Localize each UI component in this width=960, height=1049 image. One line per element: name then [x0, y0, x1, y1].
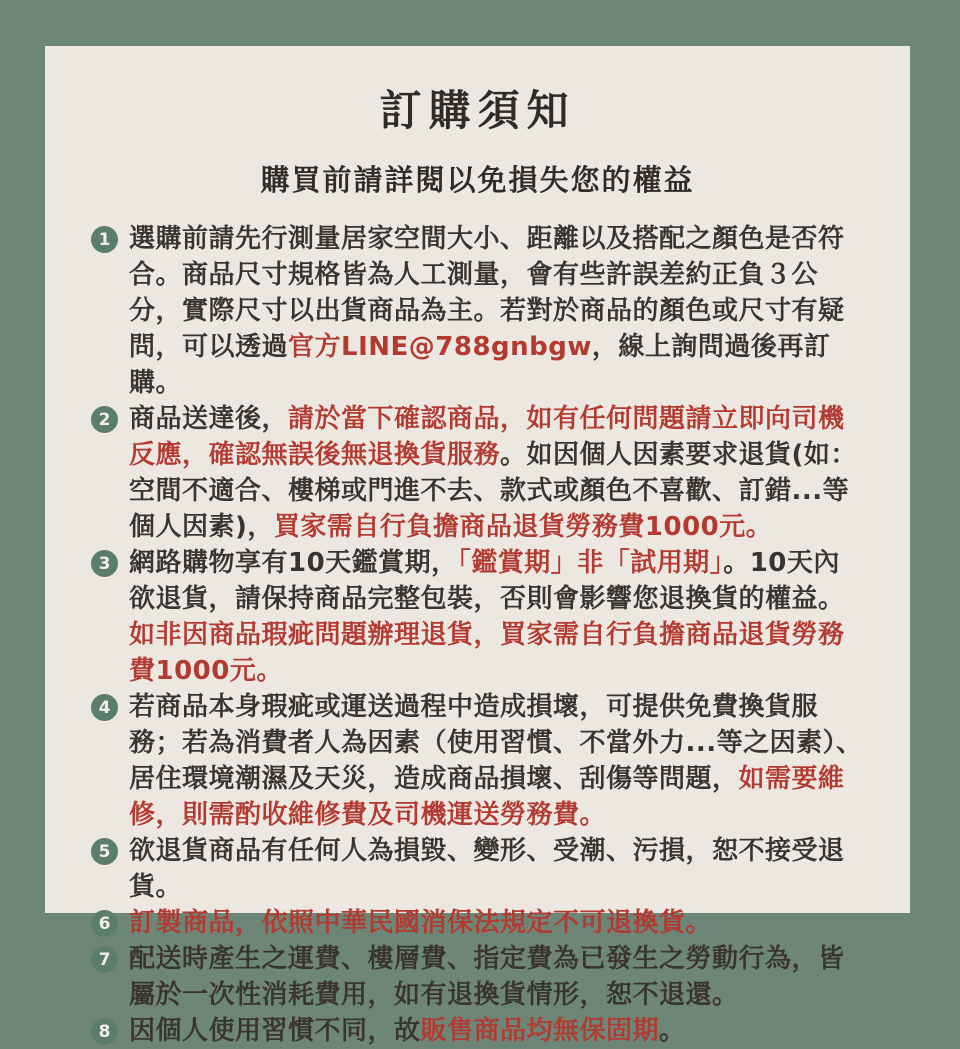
list-item: [91, 401, 866, 545]
item-number-badge: 2: [91, 406, 118, 433]
item-number-badge: 3: [91, 550, 118, 577]
item-text: [129, 941, 866, 1013]
item-text: [129, 545, 866, 689]
item-text: [129, 401, 866, 545]
item-number-badge: 6: [91, 910, 118, 937]
text-segment: 買家需自行負擔商品退貨勞務費1000元。: [273, 512, 773, 542]
item-text: [129, 689, 866, 833]
text-segment: 欲退貨商品有任何人為損毀、變形、受潮、污損，恕不接受退貨。: [129, 836, 845, 902]
list-item: [91, 1013, 866, 1049]
item-number-badge: 7: [91, 946, 118, 973]
item-text: [129, 905, 866, 941]
item-number-badge: 4: [91, 694, 118, 721]
item-number-badge: 8: [91, 1018, 118, 1045]
text-segment: 訂製商品，依照中華民國消保法規定不可退換貨。: [129, 908, 713, 938]
item-number-badge: 1: [91, 226, 118, 253]
text-segment: 。10天內欲退貨，請保持商品完整包裝，否則會影響您退換貨的權益。: [129, 548, 845, 614]
text-segment: 網路購物享有10天鑑賞期，: [129, 548, 458, 578]
item-text: [129, 221, 866, 401]
text-segment: 「鑑賞期」非「試用期」: [457, 548, 724, 578]
list-item: [91, 545, 866, 689]
item-number-badge: 5: [91, 838, 118, 865]
page-title: 訂購須知: [379, 86, 576, 135]
text-segment: ，線上詢問過後再訂購。: [129, 332, 831, 398]
notice-items: [91, 221, 866, 1049]
list-item: [91, 833, 866, 905]
text-segment: 如需要維修，則需酌收維修費及司機運送勞務費。: [129, 764, 845, 830]
text-segment: 如非因商品瑕疵問題辦理退貨，買家需自行負擔商品退貨勞務費1000元。: [129, 620, 845, 686]
text-segment: 販售商品均無保固期: [420, 1016, 660, 1046]
text-segment: 選購前請先行測量居家空間大小、距離以及搭配之顏色是否符合。商品尺寸規格皆為人工測量，會有些許誤差約正負３公分，實際尺寸以出貨商品為主。若對於商品的顏色或尺寸有疑問，可以透過: [129, 224, 845, 362]
list-item: [91, 221, 866, 401]
list-item: [91, 905, 866, 941]
list-item: [91, 941, 866, 1013]
text-segment: 若商品本身瑕疵或運送過程中造成損壞，可提供免費換貨服務；若為消費者人為因素（使用習慣、不當外力...等之因素）、居住環境潮濕及天災，造成商品損壞、刮傷等問題，: [129, 692, 863, 794]
text-segment: 。如因個人因素要求退貨(如：空間不適合、樓梯或門進不去、款式或顏色不喜歡、訂錯...等個人因素)，: [129, 440, 857, 542]
item-text: [129, 833, 866, 905]
notice-panel: [45, 46, 910, 1046]
text-segment: 因個人使用習慣不同，故: [129, 1016, 421, 1046]
text-segment: 請於當下確認商品，如有任何問題請立即向司機反應，確認無誤後無退換貨服務: [129, 404, 845, 470]
page-subtitle: 購買前請詳閱以免損失您的權益: [260, 163, 695, 197]
text-segment: 配送時產生之運費、樓層費、指定費為已發生之勞動行為，皆屬於一次性消耗費用，如有退換貨情形，恕不退還。: [129, 944, 845, 1010]
text-segment: 。: [659, 1016, 686, 1046]
text-segment: 商品送達後，: [129, 404, 289, 434]
text-segment: 官方LINE@788gnbgw: [288, 332, 592, 362]
item-text: [129, 1013, 866, 1049]
list-item: [91, 689, 866, 833]
